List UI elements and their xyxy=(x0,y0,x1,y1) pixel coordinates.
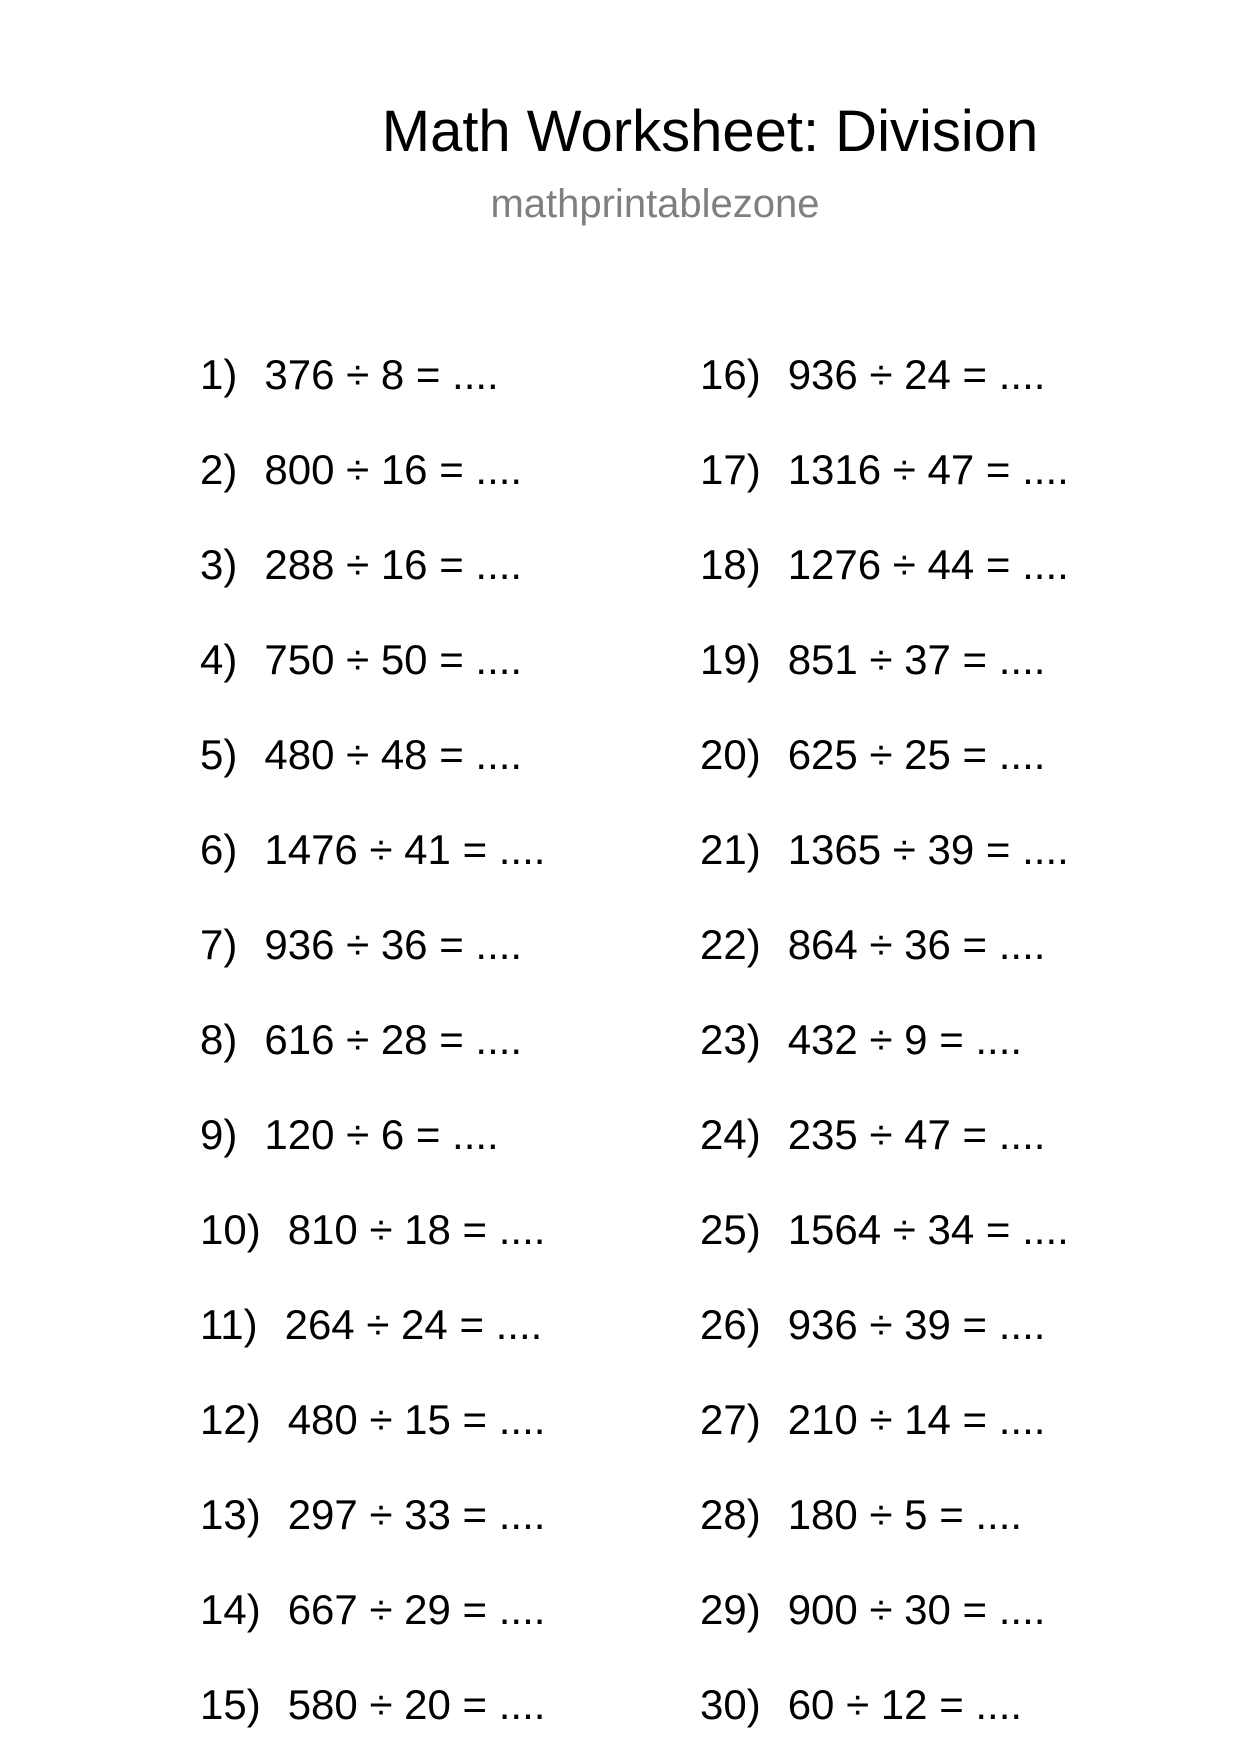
problem-number: 8) xyxy=(200,1016,238,1063)
problem-number: 10) xyxy=(200,1206,261,1253)
problem-item xyxy=(700,350,1045,400)
problem-number: 25) xyxy=(700,1206,761,1253)
problem-item xyxy=(700,1680,1022,1730)
problem-number: 30) xyxy=(700,1681,761,1728)
problem-expression: 864 ÷ 36 = .... xyxy=(787,921,1046,968)
problem-expression: 810 ÷ 18 = .... xyxy=(287,1206,546,1253)
problem-expression: 480 ÷ 15 = .... xyxy=(287,1396,546,1443)
problem-item xyxy=(200,1490,545,1540)
problem-number: 18) xyxy=(700,541,761,588)
problem-expression: 1476 ÷ 41 = .... xyxy=(264,826,546,873)
problem-expression: 900 ÷ 30 = .... xyxy=(787,1586,1046,1633)
problem-number: 15) xyxy=(200,1681,261,1728)
problem-expression: 120 ÷ 6 = .... xyxy=(264,1111,499,1158)
problem-item xyxy=(700,445,1069,495)
problem-expression: 936 ÷ 39 = .... xyxy=(787,1301,1046,1348)
worksheet-title: Math Worksheet: Division xyxy=(381,99,1039,164)
problem-number: 19) xyxy=(700,636,761,683)
problem-item xyxy=(200,350,499,400)
problem-item xyxy=(200,730,522,780)
problem-expression: 1316 ÷ 47 = .... xyxy=(787,446,1069,493)
problem-item xyxy=(200,1585,545,1635)
problem-number: 26) xyxy=(700,1301,761,1348)
problem-item xyxy=(200,1395,545,1445)
problem-number: 1) xyxy=(200,351,238,398)
problem-item xyxy=(200,635,522,685)
problem-expression: 60 ÷ 12 = .... xyxy=(787,1681,1023,1728)
problem-item xyxy=(700,1300,1045,1350)
problem-item xyxy=(200,1680,545,1730)
problem-item xyxy=(700,825,1069,875)
problem-item xyxy=(700,1015,1022,1065)
problem-number: 27) xyxy=(700,1396,761,1443)
problem-number: 23) xyxy=(700,1016,761,1063)
problem-number: 21) xyxy=(700,826,761,873)
problem-expression: 1276 ÷ 44 = .... xyxy=(787,541,1069,588)
problem-item xyxy=(700,635,1045,685)
problem-number: 17) xyxy=(700,446,761,493)
problem-item xyxy=(700,1110,1045,1160)
problem-number: 28) xyxy=(700,1491,761,1538)
problem-number: 12) xyxy=(200,1396,261,1443)
problem-item xyxy=(700,920,1045,970)
problem-item xyxy=(200,1300,542,1350)
problem-item xyxy=(700,1205,1069,1255)
problem-number: 14) xyxy=(200,1586,261,1633)
problem-expression: 210 ÷ 14 = .... xyxy=(787,1396,1046,1443)
problem-number: 6) xyxy=(200,826,238,873)
problem-item xyxy=(200,1205,545,1255)
problem-expression: 235 ÷ 47 = .... xyxy=(787,1111,1046,1158)
problem-number: 5) xyxy=(200,731,238,778)
problem-expression: 1564 ÷ 34 = .... xyxy=(787,1206,1069,1253)
problem-expression: 480 ÷ 48 = .... xyxy=(264,731,523,778)
problem-number: 16) xyxy=(700,351,761,398)
problem-number: 7) xyxy=(200,921,238,968)
worksheet-subtitle: mathprintablezone xyxy=(490,182,820,226)
problem-expression: 288 ÷ 16 = .... xyxy=(264,541,523,588)
problem-expression: 616 ÷ 28 = .... xyxy=(264,1016,523,1063)
problem-expression: 750 ÷ 50 = .... xyxy=(264,636,523,683)
problem-number: 22) xyxy=(700,921,761,968)
problem-item xyxy=(700,1490,1022,1540)
problem-item xyxy=(700,1395,1045,1445)
problem-number: 9) xyxy=(200,1111,238,1158)
problem-item xyxy=(200,540,522,590)
problem-expression: 1365 ÷ 39 = .... xyxy=(787,826,1069,873)
problem-expression: 800 ÷ 16 = .... xyxy=(264,446,523,493)
problem-number: 29) xyxy=(700,1586,761,1633)
problem-item xyxy=(200,445,522,495)
problem-item xyxy=(200,1110,499,1160)
problem-expression: 667 ÷ 29 = .... xyxy=(287,1586,546,1633)
problem-expression: 936 ÷ 24 = .... xyxy=(787,351,1046,398)
problem-item xyxy=(200,920,522,970)
problem-expression: 180 ÷ 5 = .... xyxy=(787,1491,1023,1538)
problem-number: 3) xyxy=(200,541,238,588)
problem-number: 2) xyxy=(200,446,238,493)
problem-item xyxy=(700,730,1045,780)
problem-number: 13) xyxy=(200,1491,261,1538)
problem-expression: 297 ÷ 33 = .... xyxy=(287,1491,546,1538)
problem-number: 20) xyxy=(700,731,761,778)
problem-number: 4) xyxy=(200,636,238,683)
problem-expression: 432 ÷ 9 = .... xyxy=(787,1016,1023,1063)
problem-number: 24) xyxy=(700,1111,761,1158)
problem-item xyxy=(700,1585,1045,1635)
problem-item xyxy=(700,540,1069,590)
problem-expression: 625 ÷ 25 = .... xyxy=(787,731,1046,778)
problem-expression: 264 ÷ 24 = .... xyxy=(284,1301,543,1348)
problem-number: 11) xyxy=(200,1301,258,1348)
problem-item xyxy=(200,825,545,875)
problem-item xyxy=(200,1015,522,1065)
problem-expression: 580 ÷ 20 = .... xyxy=(287,1681,546,1728)
problem-expression: 936 ÷ 36 = .... xyxy=(264,921,523,968)
problem-expression: 376 ÷ 8 = .... xyxy=(264,351,499,398)
problem-expression: 851 ÷ 37 = .... xyxy=(787,636,1046,683)
